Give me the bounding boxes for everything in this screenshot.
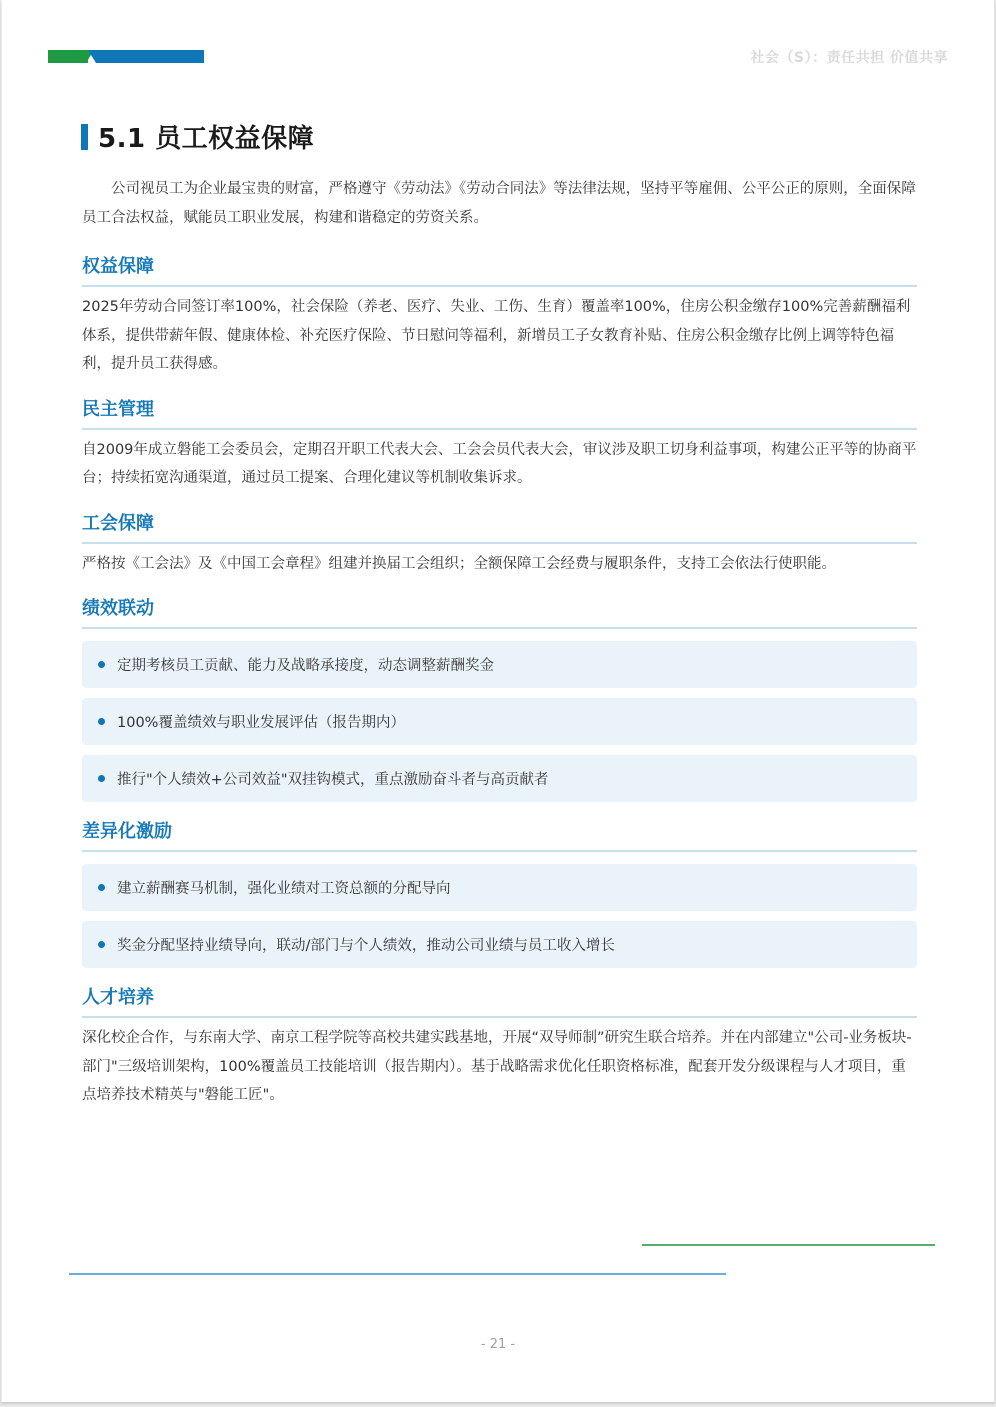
list-item bbox=[82, 641, 917, 688]
bullet-dot-icon bbox=[98, 718, 105, 725]
list-item bbox=[82, 755, 917, 802]
subsection-union-protection bbox=[82, 510, 917, 579]
bullet-dot-icon bbox=[98, 775, 105, 782]
header-bar-green bbox=[48, 50, 88, 63]
intro-paragraph: 公司视员工为企业最宝贵的财富，严格遵守《劳动法》《劳动合同法》等法律法规，坚持平等雇佣、公平公正的原则，全面保障员工合法权益，赋能员工职业发展，构建和谐稳定的劳资关系。 bbox=[82, 181, 916, 226]
page-title: 5.1 员工权益保障 bbox=[98, 124, 315, 154]
subsection-heading: 权益保障 bbox=[82, 253, 917, 287]
document-page bbox=[1, 0, 995, 1402]
subsection-rights-protection bbox=[82, 253, 917, 379]
subsection-differentiated-incentives bbox=[82, 818, 917, 968]
list-item bbox=[82, 864, 917, 911]
subsection-heading: 绩效联动 bbox=[82, 595, 917, 629]
list-item-text: 奖金分配坚持业绩导向，联动/部门与个人绩效，推动公司业绩与员工收入增长 bbox=[117, 938, 615, 954]
list-item bbox=[82, 921, 917, 968]
subsection-text: 2025年劳动合同签订率100%，社会保险（养老、医疗、失业、工伤、生育）覆盖率100%，住房公积金缴存100%完善薪酬福利体系，提供带薪年假、健康体检、补充医疗保险、节日慰问等福利，新增员工子女教育补贴、住房公积金缴存比例上调等特色福利，提升员工获得感。 bbox=[82, 299, 911, 372]
subsection-text: 严格按《工会法》及《中国工会章程》组建并换届工会组织；全额保障工会经费与履职条件，支持工会依法行使职能。 bbox=[82, 555, 836, 572]
main-content bbox=[82, 175, 917, 1127]
title-accent-bar bbox=[81, 124, 88, 150]
subsection-heading: 人才培养 bbox=[82, 984, 917, 1018]
list-item-text: 建立薪酬赛马机制，强化业绩对工资总额的分配导向 bbox=[117, 881, 451, 897]
subsection-heading: 民主管理 bbox=[82, 396, 917, 430]
subsection-text: 自2009年成立磐能工会委员会，定期召开职工代表大会、工会会员代表大会，审议涉及职工切身利益事项，构建公正平等的协商平台；持续拓宽沟通渠道，通过员工提案、合理化建议等机制收集诉求。 bbox=[82, 441, 917, 486]
footer-decorative-line-blue bbox=[69, 1273, 726, 1275]
bullet-dot-icon bbox=[98, 941, 105, 948]
subsection-performance-linkage bbox=[82, 595, 917, 802]
bullet-list bbox=[82, 641, 917, 802]
page-number: - 21 - bbox=[480, 1337, 516, 1352]
subsection-talent-development bbox=[82, 984, 917, 1110]
list-item-text: 推行"个人绩效+公司效益"双挂钩模式，重点激励奋斗者与高贡献者 bbox=[117, 772, 549, 788]
list-item-text: 定期考核员工贡献、能力及战略承接度，动态调整薪酬奖金 bbox=[117, 658, 494, 674]
bullet-dot-icon bbox=[98, 884, 105, 891]
list-item bbox=[82, 698, 917, 745]
subsection-heading: 差异化激励 bbox=[82, 818, 917, 852]
list-item-text: 100%覆盖绩效与职业发展评估（报告期内） bbox=[117, 715, 405, 731]
subsection-heading: 工会保障 bbox=[82, 510, 917, 544]
running-header: 社会（S）：责任共担 价值共享 bbox=[750, 50, 948, 66]
bullet-list bbox=[82, 864, 917, 968]
header-decorative-bar bbox=[48, 50, 204, 63]
section-title-block bbox=[81, 118, 314, 155]
header-bar-blue bbox=[88, 50, 204, 63]
subsection-text: 深化校企合作，与东南大学、南京工程学院等高校共建实践基地，开展“双导师制”研究生联合培养。并在内部建立"公司-业务板块-部门"三级培训架构，100%覆盖员工技能培训（报告期内）。基于战略需求优化任职资格标准，配套开发分级课程与人才项目，重点培养技术精英与"磐能工匠"。 bbox=[82, 1030, 912, 1103]
footer-decorative-line-green bbox=[642, 1244, 935, 1246]
bullet-dot-icon bbox=[98, 661, 105, 668]
subsection-democratic-management bbox=[82, 396, 917, 493]
